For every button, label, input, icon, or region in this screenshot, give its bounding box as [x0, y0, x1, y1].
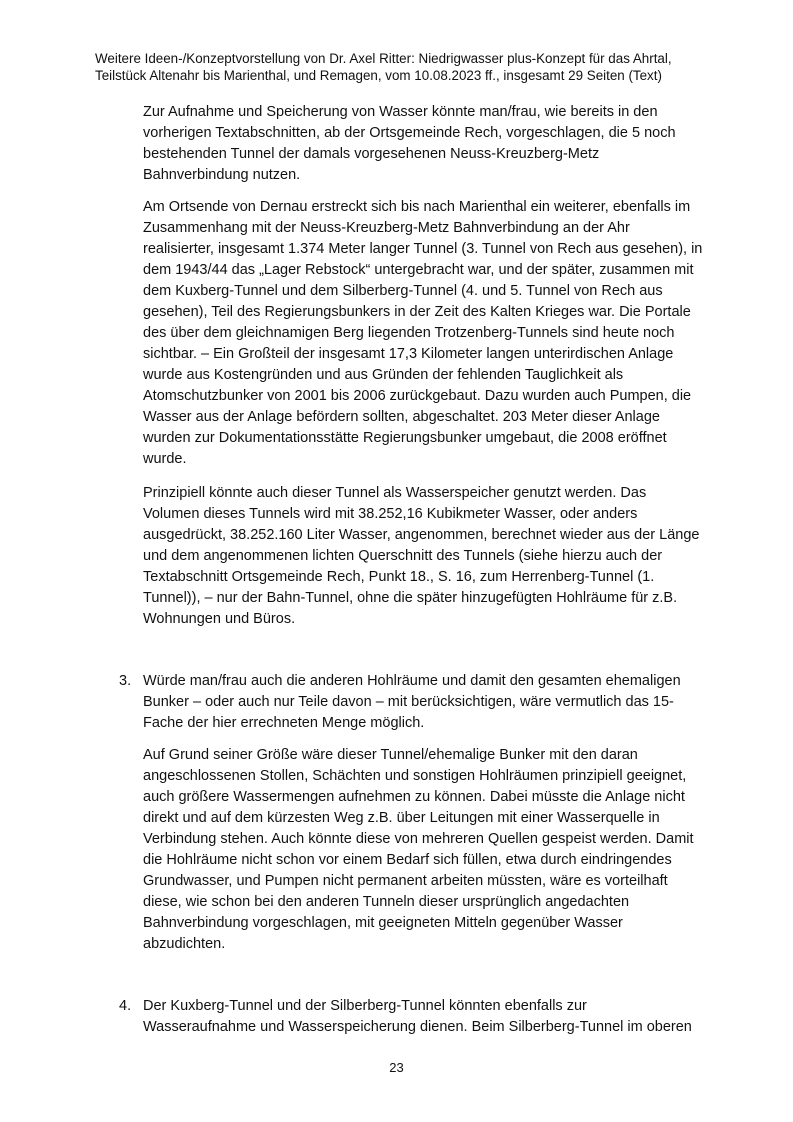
- page-number: 23: [389, 1060, 404, 1075]
- list-number-3: 3.: [119, 673, 132, 689]
- list-number-4: 4.: [119, 998, 132, 1014]
- header-line-2: Teilstück Altenahr bis Marienthal, und Remagen, vom 10.08.2023 ff., insgesamt 29 Seiten (Text): [95, 68, 662, 83]
- paragraph-tunnel-storage: Zur Aufnahme und Speicherung von Wasser könnte man/frau, wie bereits in den vorherigen Textabschnitten, ab der Ortsgemeinde Rech, vorgeschlagen, die 5 noch bestehenden Tunnel der damals vorgesehenen Neuss-Kreuzberg-Metz Bahnverbindung nutzen.: [143, 104, 676, 183]
- paragraph-tunnel-volume: Prinzipiell könnte auch dieser Tunnel als Wasserspeicher genutzt werden. Das Volumen dieses Tunnels wird mit 38.252,16 Kubikmeter Wasser, oder anders ausgedrückt, 38.252.160 Liter Wasser, angenommen, berechnet wieder aus der Länge und dem angenommenen lichten Querschnitt des Tunnels (siehe hierzu auch der Textabschnitt Ortsgemeinde Rech, Punkt 18., S. 16, zum Herrenberg-Tunnel (1. Tunnel)), – nur der Bahn-Tunnel, ohne die später hinzugefügten Hohlräume für z.B. Wohnungen und Büros.: [143, 485, 700, 627]
- page-header: [95, 50, 735, 84]
- list-item-4-text: Der Kuxberg-Tunnel und der Silberberg-Tunnel könnten ebenfalls zur Wasseraufnahme und Wasserspeicherung dienen. Beim Silberberg-Tunnel im oberen: [143, 998, 692, 1035]
- header-line-1: Weitere Ideen-/Konzeptvorstellung von Dr. Axel Ritter: Niedrigwasser plus-Konzept für das Ahrtal,: [95, 51, 672, 66]
- paragraph-bunker-capacity: Auf Grund seiner Größe wäre dieser Tunnel/ehemalige Bunker mit den daran angeschlossenen Stollen, Schächten und sonstigen Hohlräumen prinzipiell geeignet, auch größere Wassermengen aufnehmen zu können. Dabei müsste die Anlage nicht direkt und auf dem kürzesten Weg z.B. über Leitungen mit einer Wasserquelle in Verbindung stehen. Auch könnte diese von mehreren Quellen gespeist werden. Damit die Hohlräume nicht schon vor einem Bedarf sich füllen, etwa durch eindringendes Grundwasser, und Pumpen nicht permanent arbeiten müssten, wäre es vorteilhaft diese, wie schon bei den anderen Tunneln dieser ursprünglich angedachten Bahnverbindung vorgeschlagen, mit geeigneten Mitteln gegenüber Wasser abzudichten.: [143, 747, 694, 952]
- list-item-3-text: Würde man/frau auch die anderen Hohlräume und damit den gesamten ehemaligen Bunker – oder auch nur Teile davon – mit berücksichtigen, wäre vermutlich das 15-Fache der hier errechneten Menge möglich.: [143, 673, 681, 731]
- paragraph-dernau-tunnel: Am Ortsende von Dernau erstreckt sich bis nach Marienthal ein weiterer, ebenfalls im Zusammenhang mit der Neuss-Kreuzberg-Metz Bahnverbindung an der Ahr realisierter, insgesamt 1.374 Meter langer Tunnel (3. Tunnel von Rech aus gesehen), in dem 1943/44 das „Lager Rebstock“ untergebracht war, und der später, zusammen mit dem Kuxberg-Tunnel und dem Silberberg-Tunnel (4. und 5. Tunnel von Rech aus gesehen), Teil des Regierungsbunkers in der Zeit des Kalten Krieges war. Die Portale des über dem gleichnamigen Berg liegenden Trotzenberg-Tunnels sind heute noch sichtbar. – Ein Großteil der insgesamt 17,3 Kilometer langen unterirdischen Anlage wurde aus Kostengründen und aus Gründen der fehlenden Tauglichkeit als Atomschutzbunker von 2001 bis 2006 zurückgebaut. Dazu wurden auch Pumpen, die Wasser aus der Anlage befördern sollten, abgeschaltet. 203 Meter dieser Anlage wurden zur Dokumentationsstätte Regierungsbunker umgebaut, die 2008 eröffnet wurde.: [143, 199, 703, 467]
